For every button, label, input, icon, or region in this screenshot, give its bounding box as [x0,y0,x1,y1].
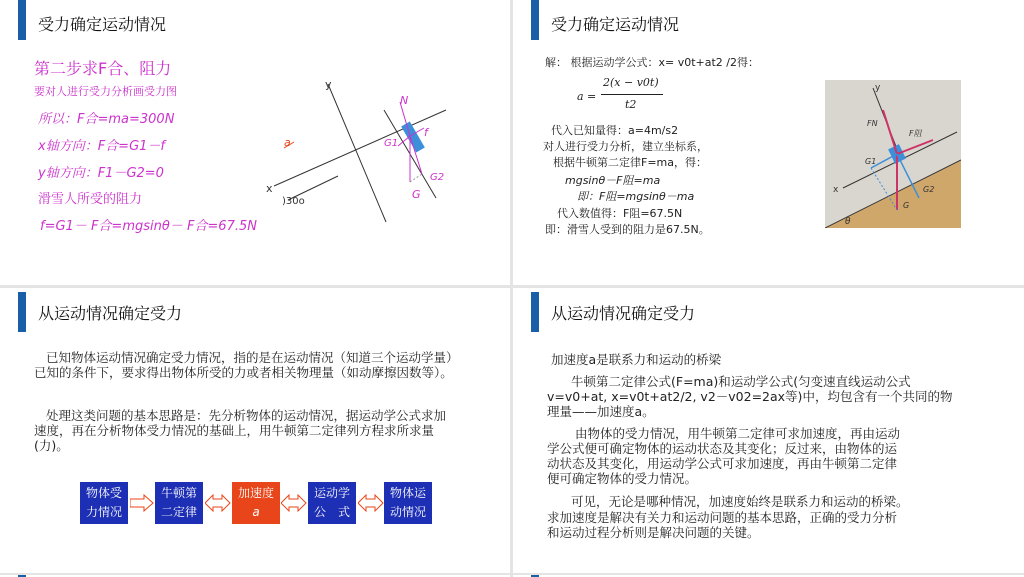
fraction-bar [601,94,663,95]
paragraph-line: 和运动过程分析则是解决问题的关键。 [547,525,760,540]
svg-text:G1: G1 [865,157,877,166]
formula-lhs: a = [577,90,597,103]
equation-line: y轴方向：F1－G2=0 [38,166,164,181]
paragraph-line: v=v0+at, x=v0t+at2/2, v2－v02=2ax等)中，均包含有一个共同的物 [547,389,953,404]
g2-label: G2 [430,172,445,183]
paragraph-line: 动状态及其变化，用运动学公式可求加速度，再由牛顿第二定律 [547,456,898,471]
flow-arrow-double [281,494,307,512]
solution-line: mgsinθ－F阻=ma [565,174,661,187]
svg-text:x: x [833,185,839,195]
solution-line: 即：滑雪人受到的阻力是67.5N。 [545,223,710,236]
flow-box-motion: 物体运 动情况 [384,482,432,524]
instruction-text: 要对人进行受力分析画受力图 [34,85,177,98]
svg-text:F阻: F阻 [909,129,922,138]
slide-motion-to-force-1[interactable] [0,288,510,573]
angle-label: )30o [282,196,305,207]
solution-line: 代入数值得：F阻=67.5N [557,207,683,220]
paragraph: 处理这类问题的基本思路是：先分析物体的运动情况，据运动学公式求加速度，再在分析物体受力情况的基础上，用牛顿第二定律列方程求所求量(力)。 [34,408,447,453]
paragraph-line: 求加速度是解决有关力和运动问题的基本思路，正确的受力分析 [547,510,898,525]
n-label: N [400,94,409,107]
formula-denominator: t2 [625,98,637,111]
g1-label: G1 [384,138,399,149]
equation-line: 所以：F合=ma=300N [38,112,175,127]
incline-photo [825,80,961,228]
flow-box-newton: 牛顿第 二定律 [155,482,203,524]
paragraph-heading: 加速度a是联系力和运动的桥梁 [551,352,722,367]
slide-title: 从运动情况确定受力 [38,304,183,323]
paragraph-line: 由物体的受力情况，用牛顿第二定律可求加速度，再由运动 [575,426,901,441]
slide-force-to-motion-1[interactable] [0,0,510,285]
svg-text:G2: G2 [923,185,935,194]
slide-title: 受力确定运动情况 [551,15,680,34]
flow-arrow-double [358,494,384,512]
header-accent-bar [531,292,539,332]
y-axis-line [328,84,386,222]
paragraph-line: 学公式便可确定物体的运动状态及其变化；反过来，由物体的运 [547,441,898,456]
solution-line: 根据牛顿第二定律F=ma，得： [553,156,707,169]
equation-line: f=G1－ F合=mgsinθ－ F合=67.5N [40,219,257,234]
flow-arrow [130,494,154,512]
flow-box-acceleration: 加速度 a [232,482,280,524]
solution-line: 对人进行受力分析，建立坐标系， [543,140,708,153]
svg-text:θ: θ [845,217,851,227]
svg-text:FN: FN [867,119,878,128]
slide-force-to-motion-2[interactable] [513,0,1024,285]
x-label: x [266,182,273,195]
f-label: f [424,126,428,139]
flow-box-force: 物体受 力情况 [80,482,128,524]
skier-block [401,122,425,153]
paragraph: 已知物体运动情况确定受力情况，指的是在运动情况（知道三个运动学量）已知的条件下，要求得出物体所受的力或者相关物理量（如动摩擦因数等）。 [34,350,453,380]
flow-box-kinematics: 运动学 公 式 [308,482,356,524]
paragraph-line: 理量——加速度a。 [547,404,655,419]
equation-line: 滑雪人所受的阻力 [38,192,143,207]
g-label: G [412,188,421,201]
header-accent-bar [18,0,26,40]
header-accent-bar [531,0,539,40]
paragraph-line: 便可确定物体的受力情况。 [547,471,698,486]
header-accent-bar [18,292,26,332]
equation-line: x轴方向：F合=G1－f [38,139,165,154]
step-heading: 第二步求F合、阻力 [34,59,172,78]
y-label: y [325,78,332,91]
solution-line: 代入已知量得：a=4m/s2 [551,124,679,137]
solution-intro: 解： 根据运动学公式：x= v0t+at2 /2得： [545,56,760,69]
force-diagram [260,70,460,230]
paragraph-line: 牛顿第二定律公式(F=ma)和运动学公式(匀变速直线运动公式 [571,374,911,389]
solution-line: 即：F阻=mgsinθ－ma [577,190,695,203]
slide-title: 从运动情况确定受力 [551,304,696,323]
slide-motion-to-force-2[interactable] [513,288,1024,573]
a-label: a [284,136,291,149]
svg-text:y: y [875,83,881,93]
flow-arrow-double [205,494,231,512]
svg-text:G: G [903,201,910,210]
paragraph-line: 可见，无论是哪种情况，加速度始终是联系力和运动的桥梁。 [571,494,909,509]
formula-numerator: 2(x − v0t) [603,76,659,89]
slide-title: 受力确定运动情况 [38,15,167,34]
dashed-guide [410,174,422,182]
